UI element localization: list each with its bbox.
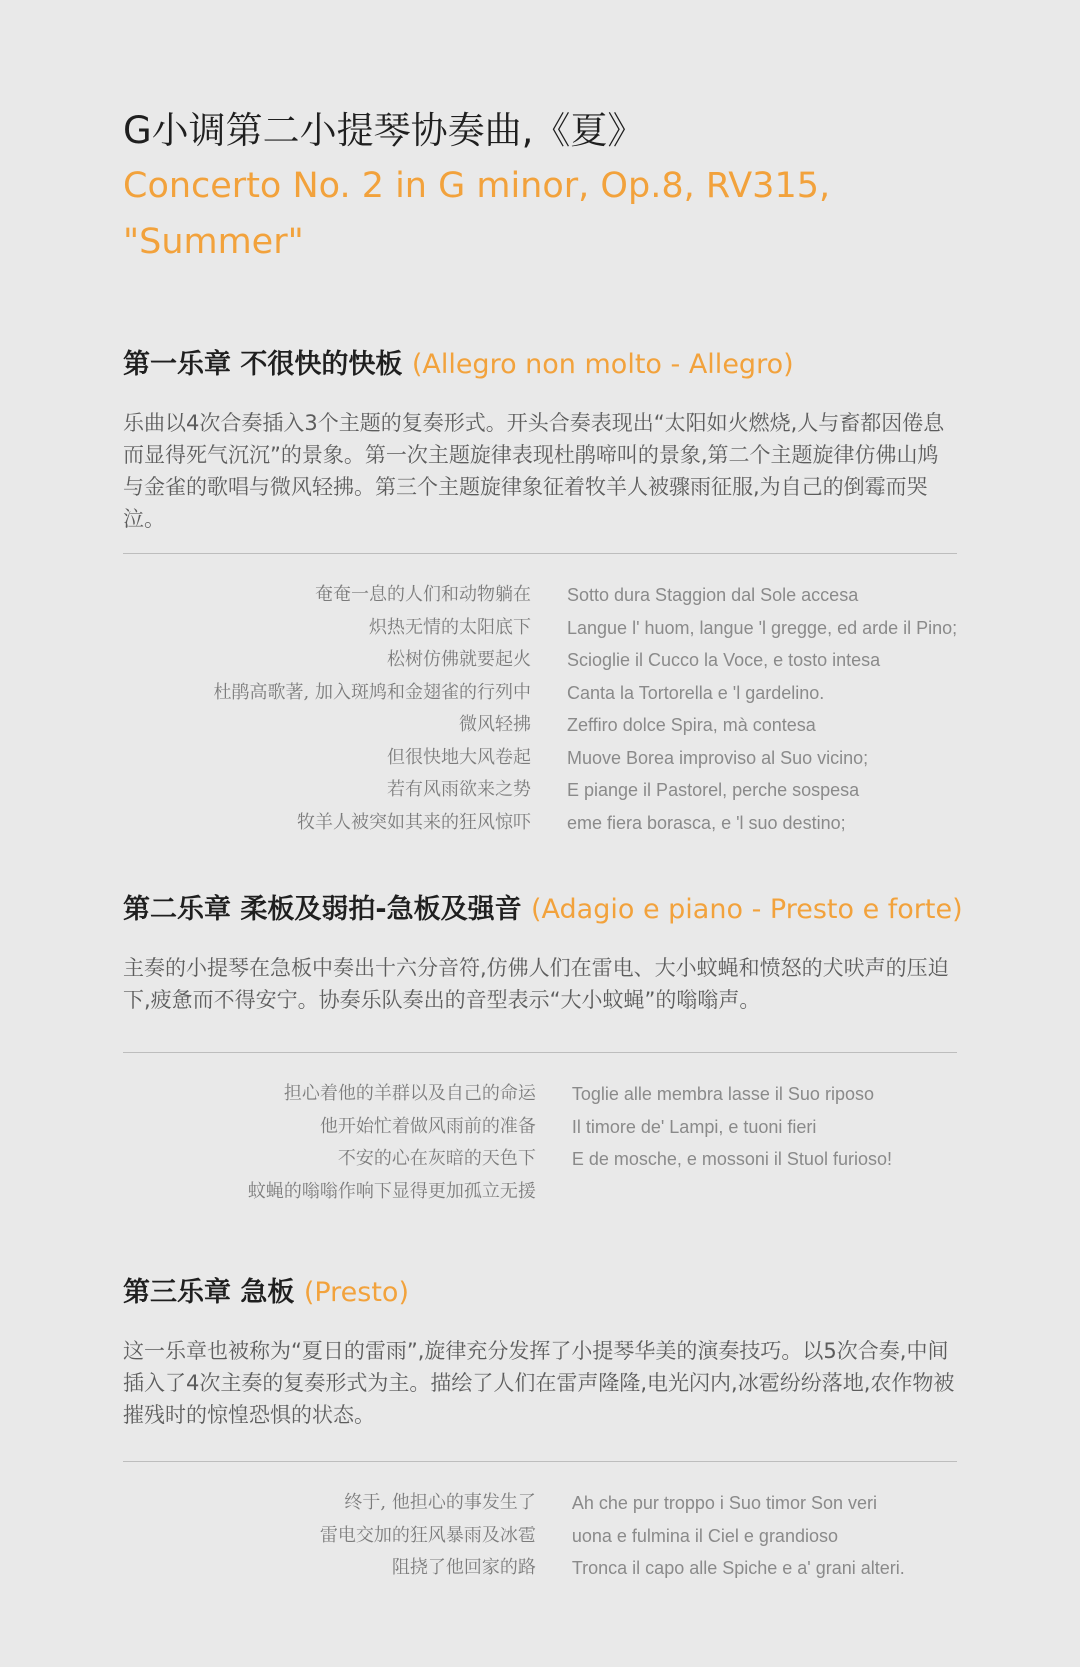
movement-1-description: 乐曲以4次合奏插入3个主题的复奏形式。开头合奏表现出“太阳如火燃烧,人与畜都因倦息而显得死气沉沉”的景象。第一次主题旋律表现杜鹃啼叫的景象,第二个主题旋律仿佛山鸠与金雀的歌唱与微风轻拂。第三个主题旋律象征着牧羊人被骤雨征服,为自己的倒霉而哭泣。 bbox=[123, 411, 945, 531]
movement-1-section bbox=[123, 344, 957, 839]
poem-line-it: E piange il Pastorel, perche sospesa bbox=[567, 780, 860, 800]
poem-line-cn: 终于, 他担心的事发生了 bbox=[344, 1492, 536, 1513]
poem-line-cn: 杜鹃高歌著, 加入斑鸠和金翅雀的行列中 bbox=[213, 681, 531, 703]
poem-italian-column bbox=[572, 1078, 957, 1208]
movement-1-title-en: (Allegro non molto - Allegro) bbox=[411, 349, 794, 380]
divider bbox=[123, 1461, 957, 1462]
poem-line-it: Langue l' huom, langue 'l gregge, ed arde il Pino; bbox=[567, 617, 958, 638]
page-title: G小调第二小提琴协奏曲,《夏》 bbox=[123, 109, 645, 152]
poem-line-it: eme fiera borasca, e 'l suo destino; bbox=[567, 812, 846, 833]
movement-2-section bbox=[123, 889, 963, 1208]
movement-3-poem bbox=[123, 1487, 957, 1585]
poem-line-cn: 阻挠了他回家的路 bbox=[391, 1557, 536, 1578]
poem-line-it: Canta la Tortorella e 'l gardelino. bbox=[567, 682, 825, 703]
poem-line-cn: 奄奄一息的人们和动物躺在 bbox=[315, 584, 531, 605]
movement-1-title bbox=[123, 344, 957, 386]
movement-2-title-cn: 第二乐章 柔板及弱拍-急板及强音 bbox=[123, 894, 532, 925]
poem-line-it: Zeffiro dolce Spira, mà contesa bbox=[567, 715, 816, 735]
poem-line-cn: 牧羊人被突如其来的狂风惊吓 bbox=[297, 811, 531, 833]
movement-3-section bbox=[123, 1272, 957, 1585]
poem-line-it: uona e fulmina il Ciel e grandioso bbox=[571, 1525, 838, 1546]
poem-line-it: E de mosche, e mossoni il Stuol furioso! bbox=[571, 1149, 892, 1169]
poem-line-cn: 不安的心在灰暗的天色下 bbox=[337, 1148, 536, 1169]
poem-line-it: Ah che pur troppo i Suo timor Son veri bbox=[571, 1493, 877, 1513]
poem-line-it: Il timore de' Lampi, e tuoni fieri bbox=[571, 1116, 817, 1137]
poem-line-cn: 蚊蝇的嗡嗡作响下显得更加孤立无援 bbox=[247, 1180, 536, 1202]
movement-3-title-cn: 第三乐章 急板 bbox=[123, 1277, 304, 1308]
poem-line-cn: 雷电交加的狂风暴雨及冰雹 bbox=[319, 1524, 536, 1546]
divider bbox=[123, 553, 957, 554]
poem-chinese-column bbox=[123, 1487, 536, 1585]
poem-line-cn: 炽热无情的太阳底下 bbox=[369, 616, 531, 638]
poem-line-cn: 微风轻拂 bbox=[459, 714, 531, 735]
movement-3-description: 这一乐章也被称为“夏日的雷雨”,旋律充分发挥了小提琴华美的演奏技巧。以5次合奏,中间插入了4次主奏的复奏形式为主。描绘了人们在雷声隆隆,电光闪内,冰雹纷纷落地,农作物被摧残时的惊惶恐惧的状态。 bbox=[123, 1339, 955, 1427]
movement-2-poem bbox=[123, 1078, 957, 1208]
poem-italian-column bbox=[567, 579, 957, 839]
poem-line-cn: 他开始忙着做风雨前的准备 bbox=[319, 1115, 536, 1137]
poem-line-cn: 担心着他的羊群以及自己的命运 bbox=[283, 1083, 536, 1104]
poem-italian-column bbox=[572, 1487, 957, 1585]
movement-1-title-cn: 第一乐章 不很快的快板 bbox=[123, 349, 412, 380]
poem-line-cn: 但很快地大风卷起 bbox=[387, 746, 531, 768]
poem-line-it: Sotto dura Staggion dal Sole accesa bbox=[567, 585, 859, 605]
poem-line-it: Tronca il capo alle Spiche e a' grani alteri. bbox=[571, 1558, 905, 1578]
movement-2-description: 主奏的小提琴在急板中奏出十六分音符,仿佛人们在雷电、大小蚊蝇和愤怒的犬吠声的压迫下,疲惫而不得安宁。协奏乐队奏出的音型表示“大小蚊蝇”的嗡嗡声。 bbox=[123, 956, 949, 1012]
poem-line-cn: 松树仿佛就要起火 bbox=[387, 649, 531, 670]
poem-line-it: Muove Borea improviso al Suo vicino; bbox=[567, 747, 869, 768]
poem-line-cn: 若有风雨欲来之势 bbox=[387, 779, 531, 800]
movement-2-title bbox=[123, 889, 963, 931]
divider bbox=[123, 1052, 957, 1053]
article bbox=[123, 104, 963, 1585]
poem-line-it: Scioglie il Cucco la Voce, e tosto intesa bbox=[567, 650, 881, 670]
page-subtitle: Concerto No. 2 in G minor, Op.8, RV315, "Summer" bbox=[123, 166, 831, 262]
poem-chinese-column bbox=[123, 1078, 536, 1208]
movement-3-title bbox=[123, 1272, 957, 1314]
poem-chinese-column bbox=[123, 579, 531, 839]
movement-3-title-en: (Presto) bbox=[303, 1277, 409, 1308]
movement-2-title-en: (Adagio e piano - Presto e forte) bbox=[531, 894, 963, 925]
poem-line-it: Toglie alle membra lasse il Suo riposo bbox=[571, 1084, 874, 1104]
movement-1-poem bbox=[123, 579, 957, 839]
